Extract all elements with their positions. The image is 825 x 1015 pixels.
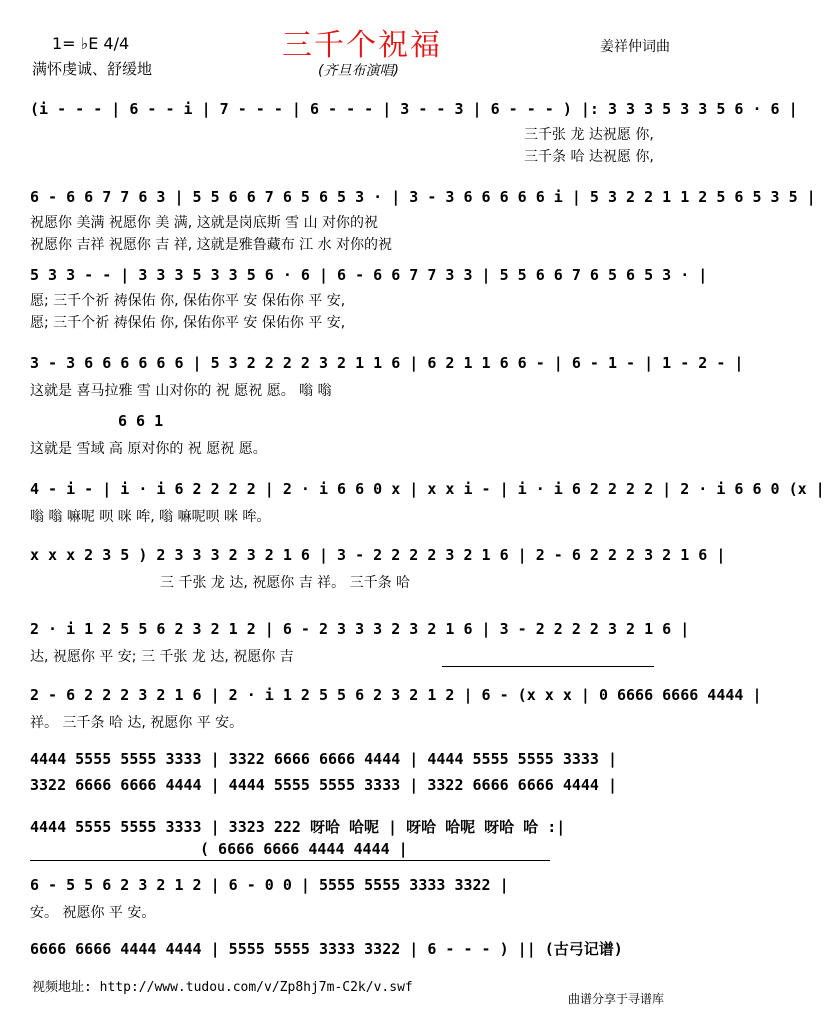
lyric-line-5: 嗡 嗡 嘛呢 呗 咪 哞, 嗡 嘛呢呗 咪 哞。 bbox=[30, 509, 271, 525]
song-title: 三千个祝福 bbox=[282, 28, 442, 63]
jianpu-score bbox=[30, 90, 825, 958]
lyric-line-3a: 愿; 三千个祈 祷保佑 你, 保佑你平 安 保佑你 平 安, bbox=[30, 293, 346, 309]
score-variant-notes: 6 6 1 bbox=[118, 412, 164, 430]
score-line-9: 4444 5555 5555 3333 | 3322 6666 6666 4444 | 4444 5555 5555 3333 | bbox=[30, 750, 617, 768]
score-line-11-alt: ( 6666 6666 4444 4444 | bbox=[200, 840, 408, 858]
score-line-6: x x x 2 3 5 ) 2 3 3 3 2 3 2 1 6 | 3 - 2 2 2 2 3 2 1 6 | 2 - 6 2 2 2 3 2 1 6 | bbox=[30, 546, 726, 564]
singer-credit: (齐旦布演唱) bbox=[318, 63, 399, 79]
lyric-line-1a: 三千张 龙 达祝愿 你, bbox=[524, 127, 654, 143]
score-line-12: 6 - 5 5 6 2 3 2 1 2 | 6 - 0 0 | 5555 5555 3333 3322 | bbox=[30, 876, 509, 894]
composer-credit: 姜祥仲词曲 bbox=[600, 39, 670, 55]
score-line-11: 4444 5555 5555 3333 | 3323 222 呀哈 哈呢 | 呀哈 哈呢 呀哈 哈 :| bbox=[30, 818, 566, 836]
lyric-line-1b: 三千条 哈 达祝愿 你, bbox=[524, 149, 654, 165]
lyric-line-2a: 祝愿你 美满 祝愿你 美 满, 这就是岗底斯 雪 山 对你的祝 bbox=[30, 215, 379, 231]
score-line-2: 6 - 6 6 7 7 6 3 | 5 5 6 6 7 6 5 6 5 3 · | 3 - 3 6 6 6 6 6 i | 5 3 2 2 1 1 2 5 6 5 3 5 | bbox=[30, 188, 816, 206]
lyric-line-8: 祥。 三千条 哈 达, 祝愿你 平 安。 bbox=[30, 715, 244, 731]
lyric-line-4a: 这就是 喜马拉雅 雪 山对你的 祝 愿祝 愿。 嗡 嗡 bbox=[30, 383, 332, 399]
score-line-10: 3322 6666 6666 4444 | 4444 5555 5555 3333 | 3322 6666 6666 4444 | bbox=[30, 776, 617, 794]
score-line-8: 2 - 6 2 2 2 3 2 1 6 | 2 · i 1 2 5 5 6 2 3 2 1 2 | 6 - (x x x | 0 6666 6666 4444 | bbox=[30, 686, 762, 704]
lyric-line-4b: 这就是 雪域 高 原对你的 祝 愿祝 愿。 bbox=[30, 441, 267, 457]
volta-bracket bbox=[442, 666, 654, 667]
score-line-7: 2 · i 1 2 5 5 6 2 3 2 1 2 | 6 - 2 3 3 3 2 3 2 1 6 | 3 - 2 2 2 2 3 2 1 6 | bbox=[30, 620, 690, 638]
score-line-4: 3 - 3 6 6 6 6 6 6 | 5 3 2 2 2 2 3 2 1 1 6 | 6 2 1 1 6 6 - | 6 - 1 - | 1 - 2 - | bbox=[30, 354, 744, 372]
lyric-line-12: 安。 祝愿你 平 安。 bbox=[30, 905, 156, 921]
video-link[interactable]: 视频地址: http://www.tudou.com/v/Zp8hj7m-C2k/v.swf bbox=[32, 980, 413, 995]
lyric-line-6: 三 千张 龙 达, 祝愿你 吉 祥。 三千条 哈 bbox=[160, 575, 411, 591]
lyric-line-7: 达, 祝愿你 平 安; 三 千张 龙 达, 祝愿你 吉 bbox=[30, 649, 294, 665]
score-line-5: 4 - i - | i · i 6 2 2 2 2 | 2 · i 6 6 0 x | x x i - | i · i 6 2 2 2 2 | 2 · i 6 6 0 (x | bbox=[30, 480, 825, 498]
score-line-3: 5 3 3 - - | 3 3 3 5 3 3 5 6 · 6 | 6 - 6 6 7 7 3 3 | 5 5 6 6 7 6 5 6 5 3 · | bbox=[30, 266, 708, 284]
score-line-1: (i - - - | 6 - - i | 7 - - - | 6 - - - | 3 - - 3 | 6 - - - ) |: 3 3 3 5 3 3 5 6 · 6 | bbox=[30, 100, 798, 118]
lyric-line-3b: 愿; 三千个祈 祷保佑 你, 保佑你平 安 保佑你 平 安, bbox=[30, 315, 346, 331]
score-line-13: 6666 6666 4444 4444 | 5555 5555 3333 3322 | 6 - - - ) || (古弓记谱) bbox=[30, 940, 623, 958]
tempo-marking: 满怀虔诚、舒缓地 bbox=[32, 60, 153, 78]
key-signature: 1= ♭E 4/4 bbox=[52, 34, 130, 53]
site-watermark: 曲谱分享于寻谱库 bbox=[568, 992, 665, 1006]
lyric-line-2b: 祝愿你 吉祥 祝愿你 吉 祥, 这就是雅鲁藏布 江 水 对你的祝 bbox=[30, 237, 393, 253]
second-ending-bracket bbox=[30, 860, 550, 861]
